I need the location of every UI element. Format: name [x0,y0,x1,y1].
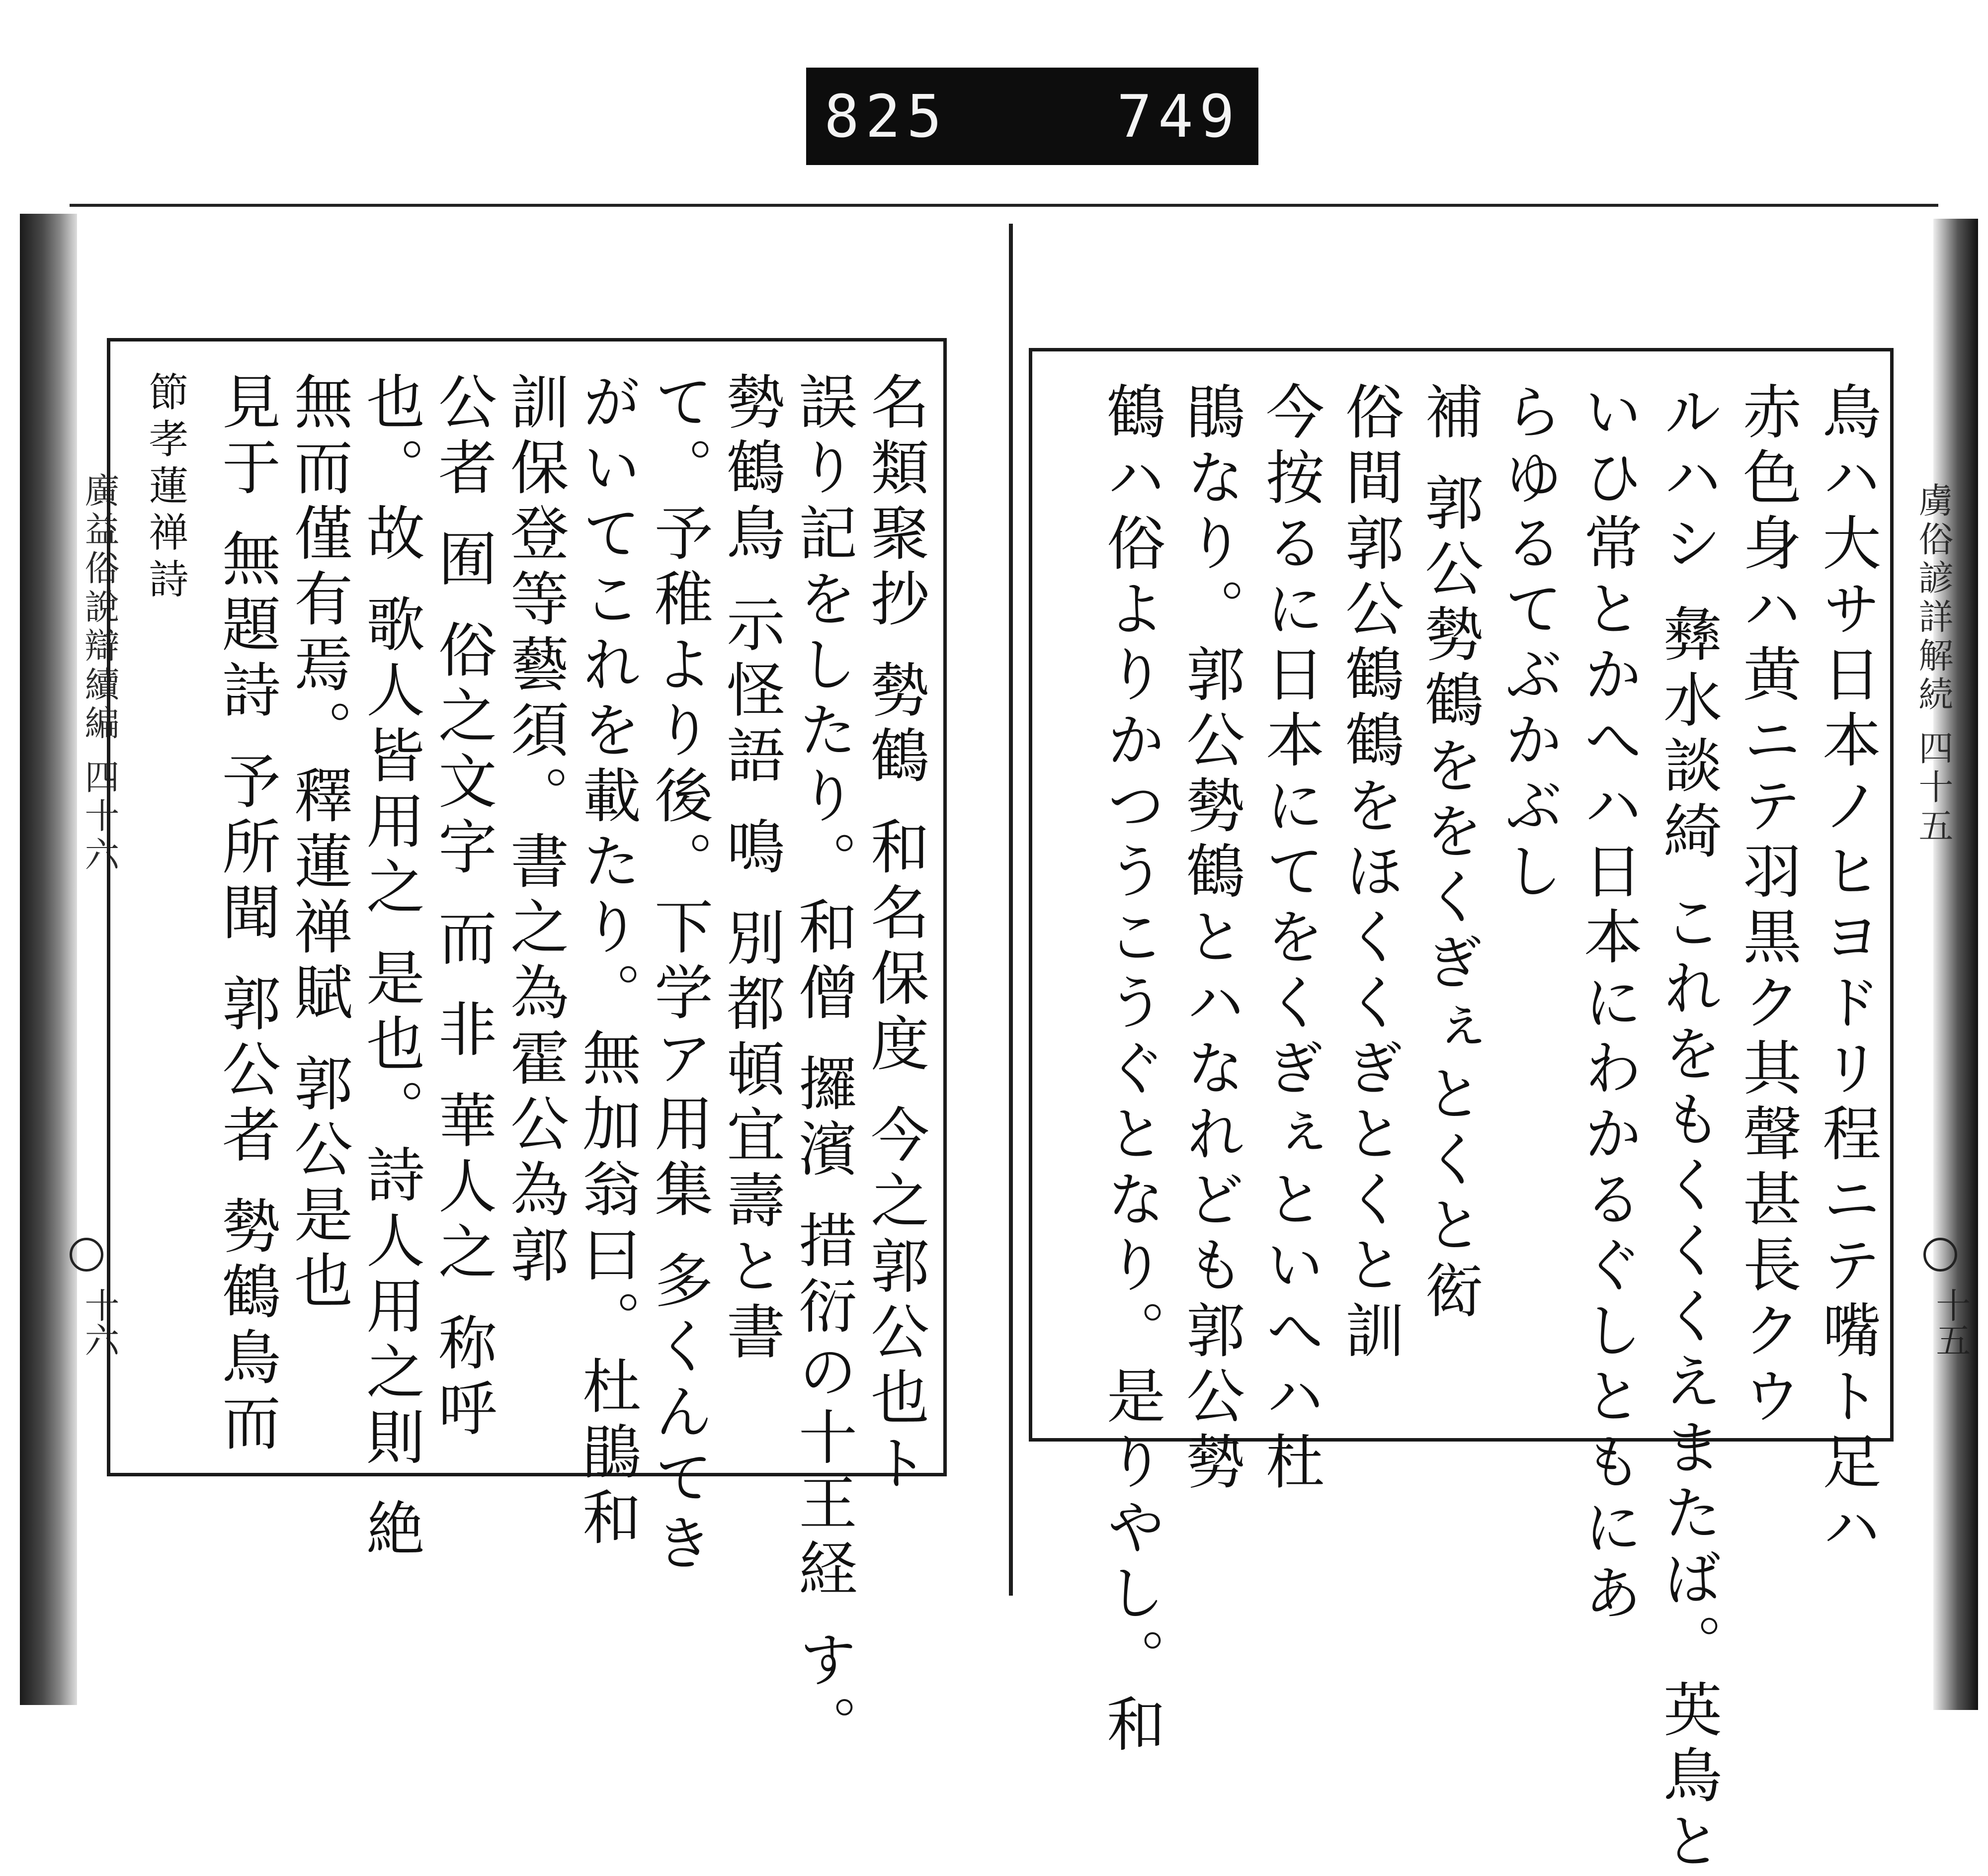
right-column-3: ルハシ 彝水談綺 これをもくくくえまたば。英鳥と [1654,381,1722,1876]
scan-id-right: 749 [1116,82,1241,151]
right-column-5: らゆるてぶかぶし [1494,381,1563,906]
right-column-10: 鶴ハ俗よりかつうこうぐとなり。是りやし。和 [1097,381,1165,1759]
left-column-1: 名類聚抄 勢鶴 和名保度 今之郭公也ト [861,371,929,1498]
left-margin-title: 廣益俗說辯續編 四十六 [79,472,120,875]
right-page-text-block [1029,348,1894,1876]
left-column-5: がいてこれを載たり。無加翁曰。杜鵑和 [573,371,641,1552]
left-page-text-block [107,338,947,1761]
book-spread [20,204,1978,1876]
left-column-8: 也。故 歌人皆用之 是也。詩人用之則 絶 [356,371,425,1564]
left-column-2: 誤り記をしたり。和僧 攞濱 措衍の十王経 す。 [789,371,857,1761]
page-gutter [1009,224,1013,1596]
right-column-4: いひ常とかへハ日本にわかるぐしともにあ [1574,381,1643,1628]
page-top-rule [70,204,1938,207]
right-folio-mark [1923,1238,1957,1272]
scan-id-label [806,68,1258,165]
left-column-11: 節孝蓮禅詩 [142,371,188,605]
right-column-8: 今按るに日本にてをくぎぇといへハ杜 [1256,381,1325,1497]
book-edge-left [20,214,77,1705]
scan-id-left: 825 [824,82,948,151]
right-column-1: 鳥ハ大サ日本ノヒヨドリ程ニテ嘴ト足ハ [1813,381,1881,1562]
book-edge-right [1933,219,1978,1710]
right-folio-number: 十五 [1930,1287,1971,1357]
right-margin-title: 虜俗諺詳解続 四十五 [1913,482,1954,847]
right-column-6: 補 郭公勢鶴ををくぎぇとくと衒 [1415,381,1484,1326]
left-folio-number: 十六 [79,1287,120,1357]
left-column-9: 無而僅有焉。釋蓮禅賦 郭公是也 [284,371,353,1316]
left-folio-mark [70,1238,103,1272]
left-column-6: 訓保登等藝須。書之為霍公為郭 [500,371,569,1290]
right-column-2: 赤色身ハ黄ニテ羽黒ク其聲甚長クウ [1733,381,1802,1431]
left-column-3: 勢鶴鳥 示怪語 鳴 別都頓宜壽と書 [717,371,785,1367]
right-column-7: 俗間郭公鶴鶴をほくくぎとくと訓 [1335,381,1404,1365]
right-column-9: 鵑なり。郭公勢鶴とハなれども郭公勢 [1176,381,1245,1497]
left-column-10: 見于 無題詩 予所聞 郭公者 勢鶴鳥而 [212,371,281,1458]
left-column-4: て。予稚より後。下学ア用集 多くんてき [645,371,713,1578]
left-column-7: 公者 囿 俗之文字 而 非 華人之 称呼 [428,371,497,1444]
